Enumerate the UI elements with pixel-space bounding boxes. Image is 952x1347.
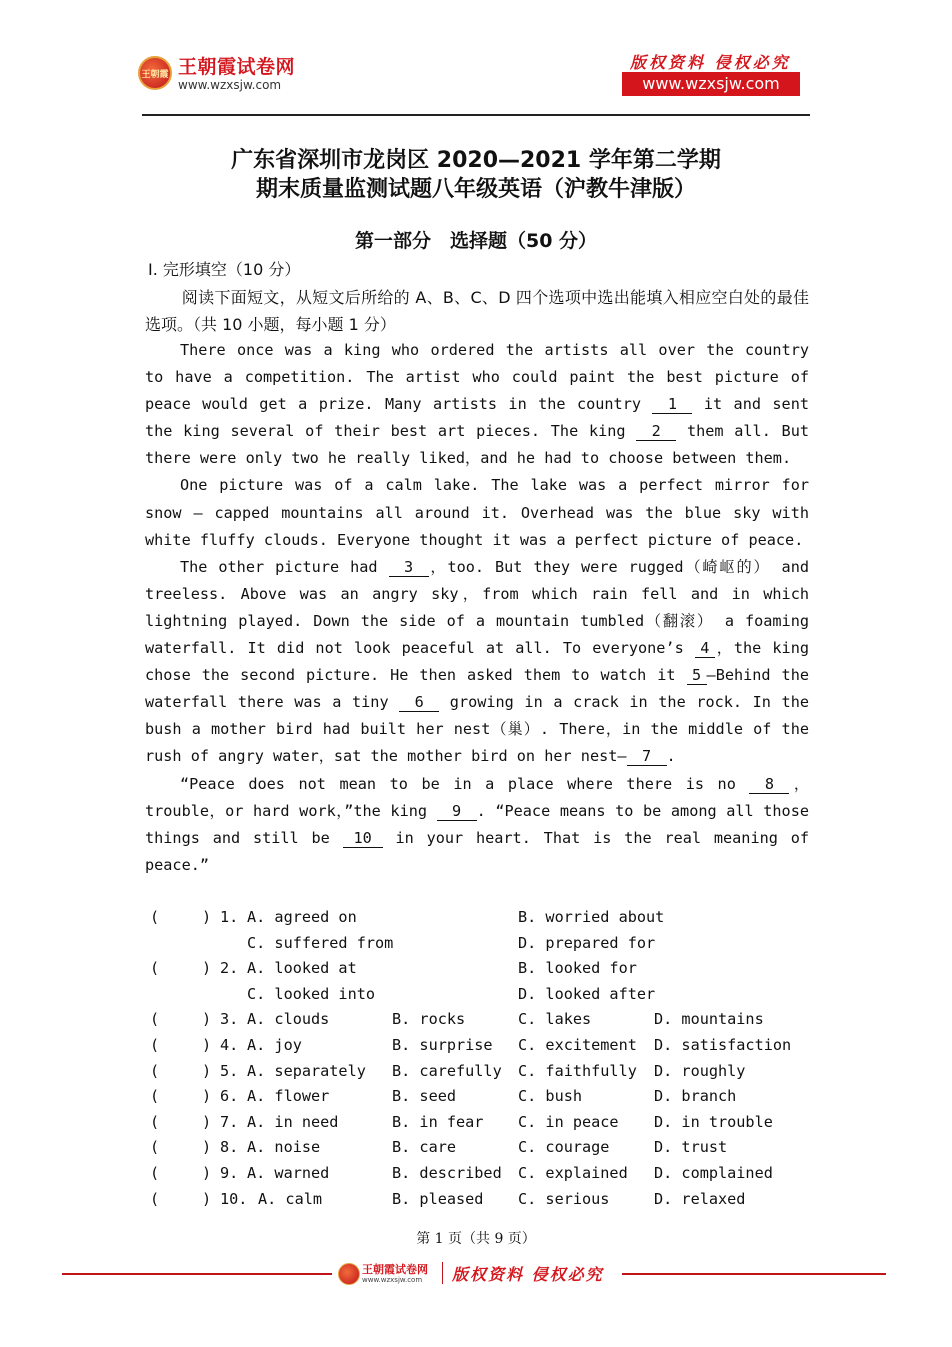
- answer-paren-open: (: [150, 1010, 160, 1029]
- question-row-2a: [150, 959, 810, 985]
- question-number: 4.: [220, 1035, 239, 1054]
- question-row-7: [150, 1113, 810, 1139]
- passage-text: There once was a king who ordered the artists all over the country to have a competition. The artist who could paint the best picture of peace would get a prize. Many artists in the country: [145, 341, 809, 414]
- blank-2: 2: [636, 422, 676, 441]
- option-b[interactable]: B. surprise: [392, 1035, 493, 1054]
- logo-badge-icon: [138, 56, 172, 90]
- copyright-slogan: 版权资料 侵权必究: [630, 53, 791, 72]
- option-a[interactable]: A. flower: [247, 1087, 330, 1106]
- footer-logo-icon: [338, 1263, 360, 1285]
- header-divider: [142, 114, 810, 116]
- option-b[interactable]: B. in fear: [392, 1112, 484, 1131]
- option-d[interactable]: D. trust: [654, 1138, 728, 1157]
- question-row-1a: [150, 908, 810, 934]
- passage-text: in your heart. That is the real meaning of peace.”: [145, 828, 809, 874]
- option-c[interactable]: C. suffered from: [247, 933, 394, 952]
- option-c[interactable]: C. courage: [518, 1138, 610, 1157]
- answer-paren-open: (: [150, 959, 160, 978]
- option-a[interactable]: A. clouds: [247, 1010, 330, 1029]
- option-d[interactable]: D. prepared for: [518, 933, 656, 952]
- blank-7: 7: [627, 747, 667, 766]
- option-d[interactable]: D. mountains: [654, 1010, 764, 1029]
- passage-text: ，trouble，or hard work，”the king: [145, 774, 810, 820]
- passage-paragraph-2: One picture was of a calm lake. The lake was a perfect mirror for snow — capped mountains all around it. Overhead was the blue sky with white fluffy clouds. Everyone thought it was a perfect picture of peace.: [145, 476, 809, 549]
- instructions: [145, 284, 809, 338]
- blank-1: 1: [652, 395, 692, 414]
- passage-paragraph-1: [145, 337, 809, 472]
- answer-paren-close: ): [202, 1061, 212, 1080]
- instructions-text: 阅读下面短文，从短文后所给的 A、B、C、D 四个选项中选出能填入相应空白处的最佳选项。（共 10 小题，每小题 1 分）: [145, 288, 809, 335]
- answer-paren-open: (: [150, 1138, 160, 1157]
- passage-text: ，the king chose the second picture. He then asked them to watch it: [145, 639, 809, 685]
- blank-3: 3: [389, 558, 429, 577]
- question-number: 7.: [220, 1112, 239, 1131]
- question-row-9: [150, 1164, 810, 1190]
- option-a[interactable]: A. calm: [258, 1189, 323, 1208]
- answer-paren-close: ): [202, 1010, 212, 1029]
- logo-url[interactable]: www.wzxsjw.com: [178, 78, 282, 92]
- answer-paren-open: (: [150, 1061, 160, 1080]
- answer-paren-close: ): [202, 1112, 212, 1131]
- option-d[interactable]: D. satisfaction: [654, 1035, 792, 1054]
- passage-text: ，too. But they were rugged（崎岖的） and treeless. Above was an angry sky，from which rain fell and in which lightning played. Down the side of a mountain tumbled（翻滚） a foaming waterfall. It did not look peaceful at all. To everyone’s: [145, 557, 809, 658]
- question-row-2b: [150, 985, 810, 1011]
- option-b[interactable]: B. worried about: [518, 908, 665, 926]
- option-d[interactable]: D. relaxed: [654, 1189, 746, 1208]
- answer-paren-close: ): [202, 1087, 212, 1106]
- option-b[interactable]: B. seed: [392, 1087, 457, 1106]
- question-number: 1.: [220, 908, 239, 926]
- answer-paren-close: ): [202, 959, 212, 978]
- option-a[interactable]: A. warned: [247, 1163, 330, 1182]
- option-b[interactable]: B. looked for: [518, 959, 637, 978]
- passage-text: . “Peace means to be among all those things and still be: [145, 801, 809, 847]
- answer-paren-open: (: [150, 1035, 160, 1054]
- logo-title: 王朝霞试卷网: [178, 56, 296, 78]
- question-number: 6.: [220, 1087, 239, 1106]
- question-number: 8.: [220, 1138, 239, 1157]
- option-c[interactable]: C. lakes: [518, 1010, 592, 1029]
- question-number: 3.: [220, 1010, 239, 1029]
- blank-6: 6: [399, 693, 439, 712]
- passage-text: The other picture had: [179, 557, 389, 576]
- question-number: 5.: [220, 1061, 239, 1080]
- option-c[interactable]: C. excitement: [518, 1035, 637, 1054]
- answer-paren-close: ): [202, 1189, 212, 1208]
- option-b[interactable]: B. pleased: [392, 1189, 484, 1208]
- option-b[interactable]: B. care: [392, 1138, 457, 1157]
- passage-text: —Behind the waterfall there was a tiny: [145, 666, 809, 712]
- option-d[interactable]: D. roughly: [654, 1061, 746, 1080]
- option-c[interactable]: C. faithfully: [518, 1061, 637, 1080]
- passage-text: it and sent the king several of their best art pieces. The king: [145, 395, 809, 441]
- option-a[interactable]: A. agreed on: [247, 908, 357, 926]
- passage-text: growing in a crack in the rock. In the bush a mother bird had built her nest（巢）. There，in the middle of the rush of angry water，sat the mother bird on her nest—: [145, 693, 809, 766]
- question-options: [150, 908, 810, 1215]
- question-row-4: [150, 1036, 810, 1062]
- option-a[interactable]: A. looked at: [247, 959, 357, 978]
- option-a[interactable]: A. in need: [247, 1112, 339, 1131]
- answer-paren-close: ): [202, 1163, 212, 1182]
- option-c[interactable]: C. looked into: [247, 984, 376, 1003]
- answer-paren-open: (: [150, 908, 160, 926]
- option-a[interactable]: A. noise: [247, 1138, 321, 1157]
- blank-8: 8: [749, 775, 789, 794]
- blank-10: 10: [343, 829, 383, 848]
- answer-paren-open: (: [150, 1112, 160, 1131]
- footer-line-right: [622, 1273, 886, 1275]
- answer-paren-close: ): [202, 908, 212, 926]
- exam-title-line1: 广东省深圳市龙岗区 2020—2021 学年第二学期: [231, 148, 721, 173]
- footer-logo-url[interactable]: www.wzxsjw.com: [362, 1276, 423, 1284]
- footer-separator: [442, 1262, 443, 1284]
- option-d[interactable]: D. complained: [654, 1163, 773, 1182]
- footer-logo-title: 王朝霞试卷网: [362, 1263, 428, 1276]
- site-url-banner[interactable]: www.wzxsjw.com: [622, 72, 800, 96]
- option-d[interactable]: D. branch: [654, 1087, 737, 1106]
- section-heading: Ⅰ. 完形填空（10 分）: [148, 260, 301, 279]
- option-a[interactable]: A. separately: [247, 1061, 366, 1080]
- exam-title-line2: 期末质量监测试题八年级英语（沪教牛津版）: [255, 177, 696, 202]
- option-c[interactable]: C. in peace: [518, 1112, 619, 1131]
- cloze-passage: [145, 337, 809, 879]
- option-b[interactable]: B. rocks: [392, 1010, 466, 1029]
- option-c[interactable]: C. serious: [518, 1189, 610, 1208]
- option-c[interactable]: C. explained: [518, 1163, 628, 1182]
- option-d[interactable]: D. in trouble: [654, 1112, 773, 1131]
- footer-slogan: 版权资料 侵权必究: [452, 1265, 604, 1284]
- option-a[interactable]: A. joy: [247, 1035, 302, 1054]
- passage-paragraph-3: [145, 554, 809, 771]
- answer-paren-open: (: [150, 1163, 160, 1182]
- blank-4: 4: [695, 639, 715, 658]
- question-row-6: [150, 1087, 810, 1113]
- question-row-5: [150, 1062, 810, 1088]
- logo-mark: 王朝霞: [141, 70, 169, 80]
- question-number: 10.: [220, 1189, 248, 1208]
- passage-text: “Peace does not mean to be in a place where there is no: [179, 774, 750, 793]
- answer-paren-open: (: [150, 1087, 160, 1106]
- footer-line-left: [62, 1273, 332, 1275]
- question-row-8: [150, 1138, 810, 1164]
- part-heading: 第一部分 选择题（50 分）: [354, 230, 598, 252]
- passage-text: .: [666, 747, 676, 766]
- blank-9: 9: [437, 802, 477, 821]
- option-c[interactable]: C. bush: [518, 1087, 583, 1106]
- passage-text: them all. But there were only two he really liked，and he had to choose between them.: [145, 422, 809, 468]
- option-b[interactable]: B. carefully: [392, 1061, 502, 1080]
- passage-paragraph-4: [145, 771, 809, 879]
- question-row-10: [150, 1190, 810, 1216]
- blank-5: 5: [687, 666, 707, 685]
- page-number: 第 1 页（共 9 页）: [416, 1231, 536, 1247]
- question-row-1b: [150, 934, 810, 960]
- answer-paren-close: ): [202, 1138, 212, 1157]
- option-b[interactable]: B. described: [392, 1163, 502, 1182]
- question-number: 2.: [220, 959, 239, 978]
- question-number: 9.: [220, 1163, 239, 1182]
- question-row-3: [150, 1010, 810, 1036]
- option-d[interactable]: D. looked after: [518, 984, 656, 1003]
- answer-paren-open: (: [150, 1189, 160, 1208]
- answer-paren-close: ): [202, 1035, 212, 1054]
